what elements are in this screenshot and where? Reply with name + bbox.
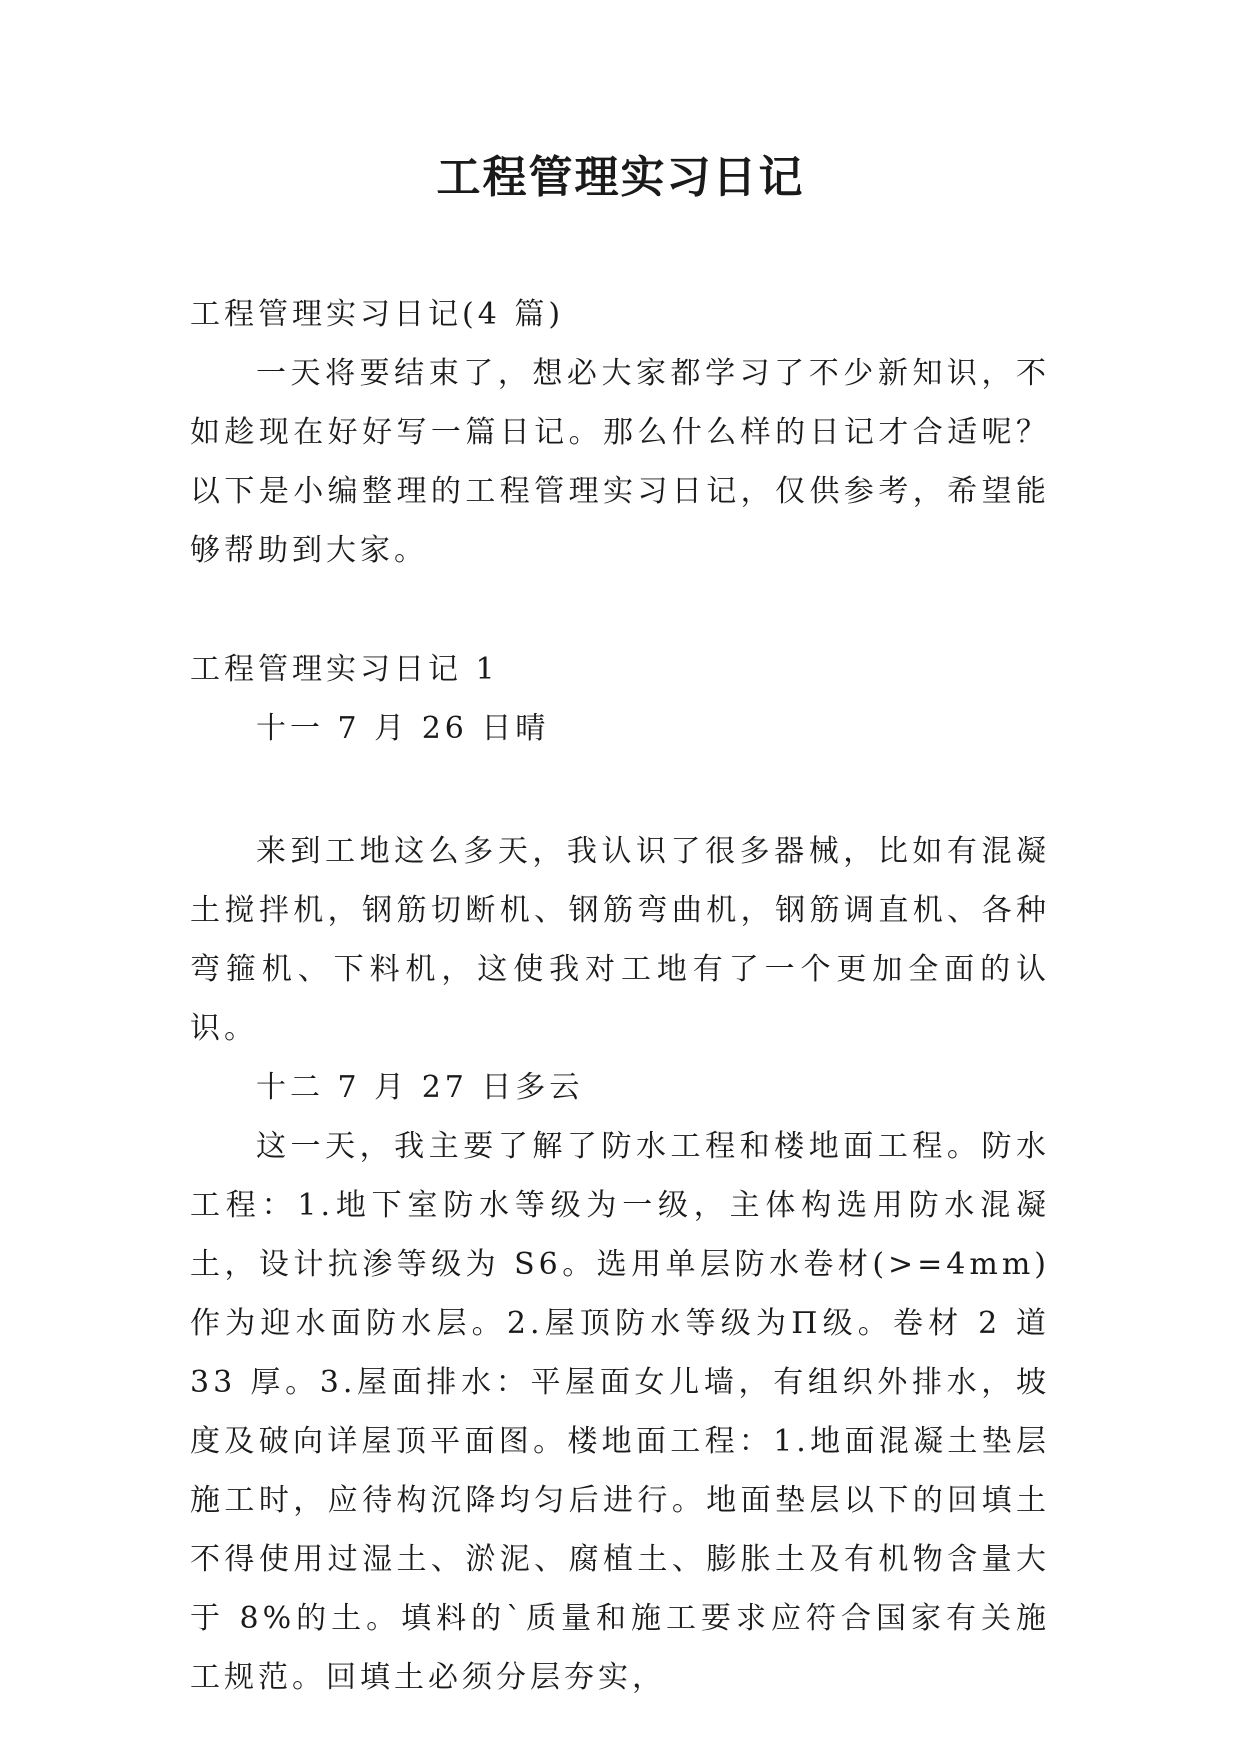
article-heading: 工程管理实习日记(4 篇): [190, 297, 565, 332]
spacer: [190, 758, 1050, 822]
intro-paragraph: 一天将要结束了，想必大家都学习了不少新知识，不如趁现在好好写一篇日记。那么什么样的日记才合适呢？以下是小编整理的工程管理实习日记，仅供参考，希望能够帮助到大家。: [190, 356, 1050, 568]
section-title: 工程管理实习日记 1: [190, 652, 499, 687]
document-body: [190, 285, 1050, 1707]
entry-date: 十二 7 月 27 日多云: [256, 1070, 584, 1105]
document-title: 工程管理实习日记: [436, 152, 805, 203]
entry-date: 十一 7 月 26 日晴: [256, 711, 550, 746]
entry-paragraph: 来到工地这么多天，我认识了很多器械，比如有混凝土搅拌机，钢筋切断机、钢筋弯曲机，钢筋调直机、各种弯箍机、下料机，这使我对工地有了一个更加全面的认识。: [190, 834, 1050, 1046]
entry-paragraph: 这一天，我主要了解了防水工程和楼地面工程。防水工程：1.地下室防水等级为一级，主体构选用防水混凝土，设计抗渗等级为 S6。选用单层防水卷材(>=4mm)作为迎水面防水层。2.屋顶防水等级为Π级。卷材 2 道 33 厚。3.屋面排水：平屋面女儿墙，有组织外排水，坡度及破向详屋顶平面图。楼地面工程：1.地面混凝土垫层施工时，应待构沉降均匀后进行。地面垫层以下的回填土不得使用过湿土、淤泥、腐植土、膨胀土及有机物含量大于 8%的土。填料的`质量和施工要求应符合国家有关施工规范。回填土必须分层夯实，: [190, 1129, 1050, 1695]
spacer: [190, 580, 1050, 640]
